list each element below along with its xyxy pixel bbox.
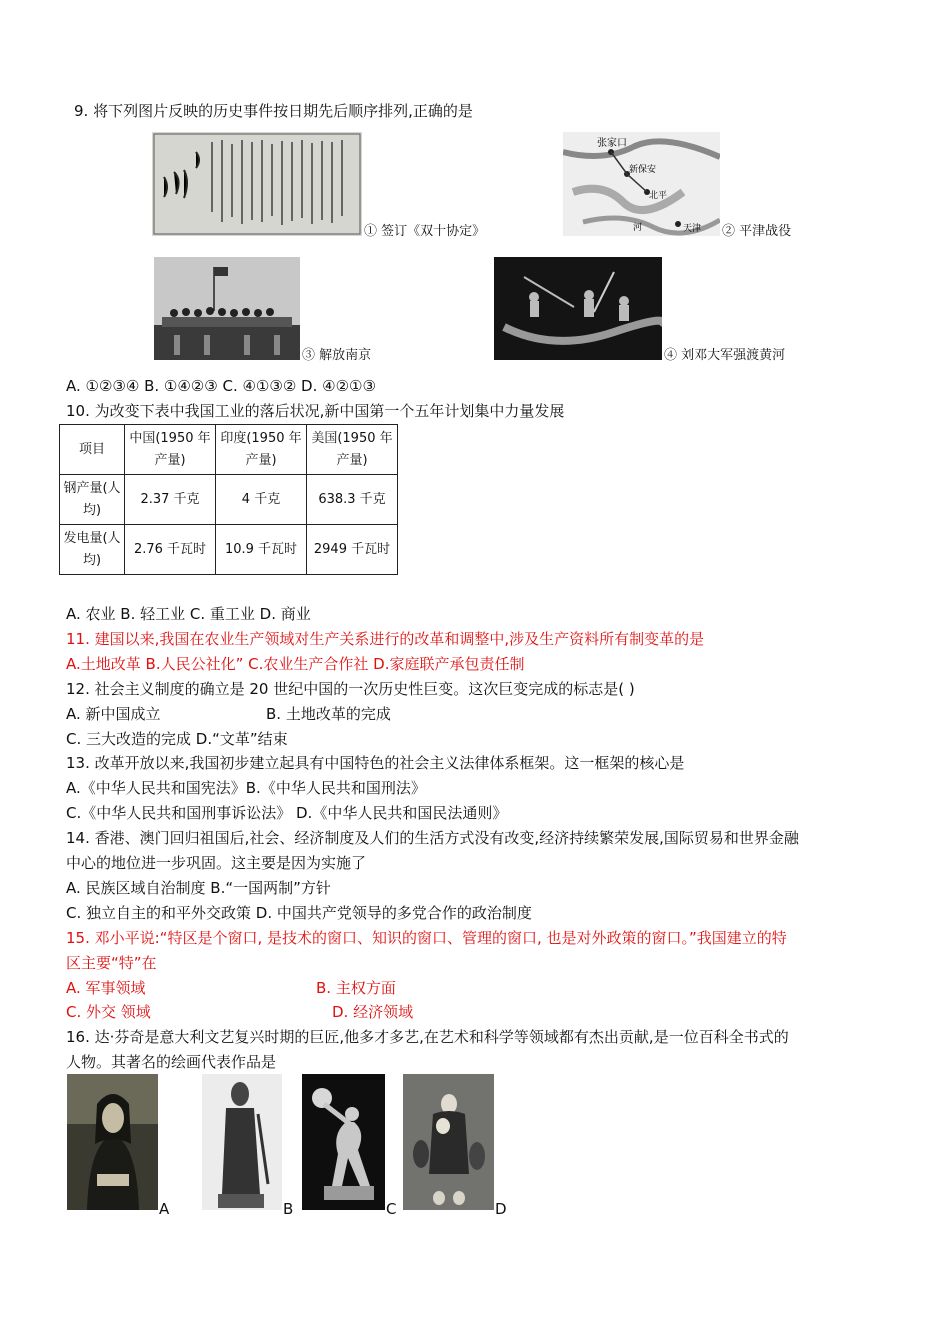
liberation-nanjing-photo xyxy=(154,257,300,360)
table-header-cell: 中国(1950 年产量) xyxy=(125,425,216,475)
q10-options: A. 农业 B. 轻工业 C. 重工业 D. 商业 xyxy=(66,605,311,623)
table-cell: 638.3 千克 xyxy=(307,475,398,525)
q16-stem-line2: 人物。其著名的绘画代表作品是 xyxy=(66,1053,277,1071)
q13-stem: 13. 改革开放以来,我国初步建立起具有中国特色的社会主义法律体系框架。这一框架的核心是 xyxy=(66,754,685,772)
document-photo-icon xyxy=(152,132,362,236)
sculpture-icon xyxy=(302,1074,385,1210)
table-cell: 发电量(人均) xyxy=(60,525,125,575)
table-header-row xyxy=(60,425,398,475)
artwork-d-sistine-madonna xyxy=(403,1074,494,1210)
q9-caption-4: ④ 刘邓大军强渡黄河 xyxy=(664,348,786,363)
q15-option-c: C. 外交 领域 xyxy=(66,1003,151,1021)
painting-icon xyxy=(403,1074,494,1210)
q14-options-cd: C. 独立自主的和平外交政策 D. 中国共产党领导的多党合作的政治制度 xyxy=(66,904,532,922)
q14-stem-line1: 14. 香港、澳门回归祖国后,社会、经济制度及人们的生活方式没有改变,经济持续繁荣发展,国际贸易和世界金融 xyxy=(66,829,799,847)
portrait-icon xyxy=(67,1074,158,1210)
q11-options: A.土地改革 B.人民公社化” C.农业生产合作社 D.家庭联产承包责任制 xyxy=(66,655,525,673)
q15-stem-line1: 15. 邓小平说:“特区是个窗口, 是技术的窗口、知识的窗口、管理的窗口, 也是对外政策的窗口。”我国建立的特 xyxy=(66,929,787,947)
q15-option-d: D. 经济领域 xyxy=(332,1003,414,1021)
q12-option-b: B. 土地改革的完成 xyxy=(266,705,391,723)
table-cell: 2.37 千克 xyxy=(125,475,216,525)
q9-caption-3: ③ 解放南京 xyxy=(302,348,372,363)
artwork-label-c: C xyxy=(386,1200,397,1218)
map-label-he: 河 xyxy=(633,223,643,233)
map-label-tianjin: 天津 xyxy=(683,224,702,234)
q12-option-a: A. 新中国成立 xyxy=(66,705,161,723)
map-label-beiping: 北平 xyxy=(649,191,668,201)
q11-stem: 11. 建国以来,我国在农业生产领域对生产关系进行的改革和调整中,涉及生产资料所有制变革的是 xyxy=(66,630,705,648)
q15-option-b: B. 主权方面 xyxy=(316,979,396,997)
artwork-a-mona-lisa xyxy=(67,1074,158,1210)
table-row xyxy=(60,525,398,575)
artwork-c-discus-thrower xyxy=(302,1074,385,1210)
map-label-zhangjiakou: 张家口 xyxy=(597,138,627,149)
q13-options-cd: C.《中华人民共和国刑事诉讼法》 D.《中华人民共和国民法通则》 xyxy=(66,804,508,822)
map-icon xyxy=(563,132,720,236)
q9-caption-1: ① 签订《双十协定》 xyxy=(364,224,486,239)
q12-stem: 12. 社会主义制度的确立是 20 世纪中国的一次历史性巨变。这次巨变完成的标志是( ) xyxy=(66,680,635,698)
table-header-cell: 美国(1950 年产量) xyxy=(307,425,398,475)
artwork-label-b: B xyxy=(283,1200,294,1218)
q15-option-a: A. 军事领域 xyxy=(66,979,146,997)
table-cell: 2.76 千瓦时 xyxy=(125,525,216,575)
boat-photo-icon xyxy=(494,257,662,360)
industry-comparison-table xyxy=(59,424,398,575)
building-photo-icon xyxy=(154,257,300,360)
shuangshi-agreement-image xyxy=(152,132,362,236)
q16-stem-line1: 16. 达·芬奇是意大利文艺复兴时期的巨匠,他多才多艺,在艺术和科学等领域都有杰出贡献,是一位百科全书式的 xyxy=(66,1028,789,1046)
table-cell: 4 千克 xyxy=(216,475,307,525)
q9-stem: 9. 将下列图片反映的历史事件按日期先后顺序排列,正确的是 xyxy=(74,102,473,120)
artwork-label-a: A xyxy=(159,1200,170,1218)
q9-caption-2: ② 平津战役 xyxy=(722,224,792,239)
statue-icon xyxy=(202,1074,282,1210)
table-cell: 2949 千瓦时 xyxy=(307,525,398,575)
table-row xyxy=(60,475,398,525)
q13-options-ab: A.《中华人民共和国宪法》B.《中华人民共和国刑法》 xyxy=(66,779,426,797)
artwork-b-statue xyxy=(202,1074,282,1210)
q14-options-ab: A. 民族区域自治制度 B.“一国两制”方针 xyxy=(66,879,331,897)
table-cell: 钢产量(人均) xyxy=(60,475,125,525)
q12-options-cd: C. 三大改造的完成 D.“文革”结束 xyxy=(66,730,288,748)
map-label-xinbaoan: 新保安 xyxy=(629,165,657,175)
q14-stem-line2: 中心的地位进一步巩固。这主要是因为实施了 xyxy=(66,854,367,872)
pingjin-campaign-map xyxy=(563,132,720,236)
table-cell: 10.9 千瓦时 xyxy=(216,525,307,575)
crossing-yellow-river-photo xyxy=(494,257,662,360)
q15-stem-line2: 区主要“特”在 xyxy=(66,954,157,972)
q9-options: A. ①②③④ B. ①④②③ C. ④①③② D. ④②①③ xyxy=(66,377,376,395)
q10-stem: 10. 为改变下表中我国工业的落后状况,新中国第一个五年计划集中力量发展 xyxy=(66,402,565,420)
artwork-label-d: D xyxy=(495,1200,507,1218)
table-header-cell: 印度(1950 年产量) xyxy=(216,425,307,475)
table-header-cell: 项目 xyxy=(60,425,125,475)
